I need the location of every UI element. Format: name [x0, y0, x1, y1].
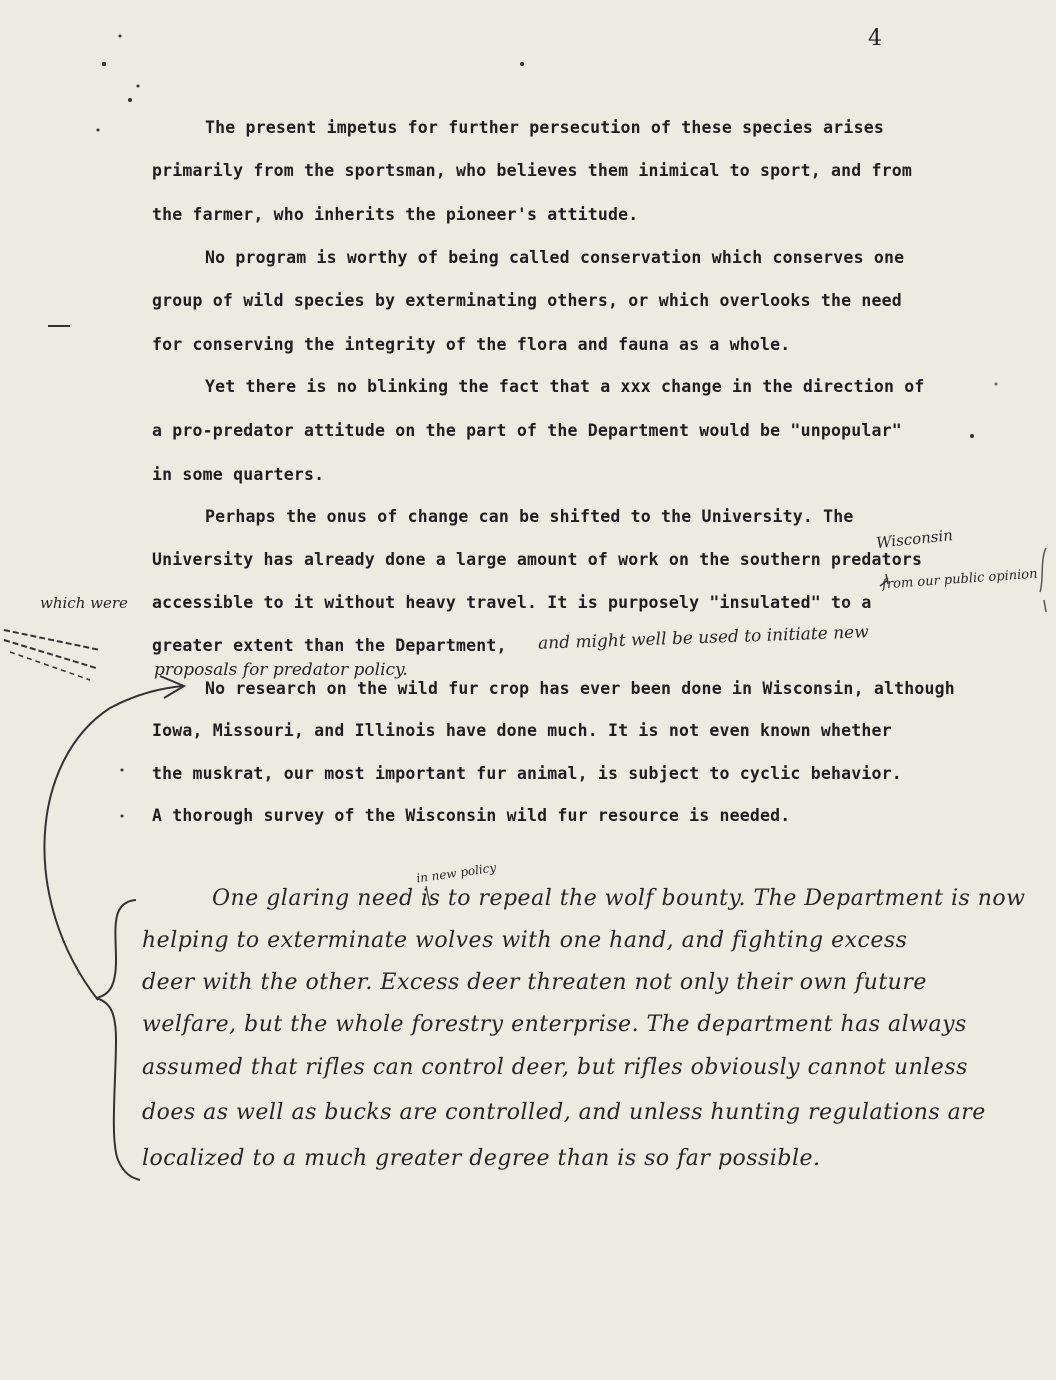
speck	[119, 35, 122, 38]
typed-line: Perhaps the onus of change can be shifted to the University. The	[205, 507, 854, 526]
speck	[102, 62, 106, 66]
speck	[121, 815, 124, 818]
handwritten-line: assumed that rifles can control deer, but rifles obviously cannot unless	[142, 1055, 968, 1080]
speck	[995, 383, 998, 386]
handwritten-insert-wisconsin: Wisconsin	[875, 526, 954, 552]
page-number: 4	[868, 26, 882, 51]
typed-line: No program is worthy of being called conservation which conserves one	[205, 248, 905, 267]
typed-line: University has already done a large amount of work on the southern predators	[152, 550, 923, 569]
handwritten-continuation-1: and might well be used to initiate new	[537, 622, 870, 654]
caret-mark	[880, 574, 888, 586]
handwritten-line: One glaring need is to repeal the wolf bounty. The Department is now	[212, 886, 1026, 911]
speck	[121, 769, 124, 772]
handwritten-continuation-2: proposals for predator policy.	[154, 660, 408, 680]
typed-line: the farmer, who inherits the pioneer's attitude.	[152, 205, 639, 224]
speck	[128, 98, 132, 102]
caret-mark	[426, 886, 430, 906]
speck	[970, 434, 974, 438]
handwritten-line: localized to a much greater degree than is so far possible.	[142, 1146, 821, 1171]
typed-line: accessible to it without heavy travel. It is purposely "insulated" to a	[152, 593, 872, 612]
handwritten-line: helping to exterminate wolves with one hand, and fighting excess	[142, 928, 908, 953]
handwritten-margin-note: which were	[40, 594, 128, 612]
speck	[97, 129, 100, 132]
margin-mark	[1044, 600, 1046, 612]
handwritten-line: deer with the other. Excess deer threaten not only their own future	[142, 970, 927, 995]
margin-dash-mark	[4, 630, 100, 650]
speck	[520, 62, 524, 66]
typed-line: Iowa, Missouri, and Illinois have done much. It is not even known whether	[152, 721, 892, 740]
typed-line: No research on the wild fur crop has ever been done in Wisconsin, although	[205, 679, 955, 698]
arrow-curve	[44, 686, 182, 1000]
typed-line: primarily from the sportsman, who believes them inimical to sport, and from	[152, 161, 913, 180]
typed-line: the muskrat, our most important fur animal, is subject to cyclic behavior.	[152, 764, 902, 783]
typed-line: a pro-predator attitude on the part of the Department would be "unpopular"	[152, 421, 902, 440]
handwritten-insert-public-opinion: from our public opinion	[881, 566, 1038, 593]
typed-line: greater extent than the Department,	[152, 636, 507, 655]
typed-line: A thorough survey of the Wisconsin wild fur resource is needed.	[152, 806, 791, 825]
typed-line: in some quarters.	[152, 465, 325, 484]
margin-mark	[1040, 548, 1046, 592]
speck	[137, 85, 140, 88]
typed-line: group of wild species by exterminating others, or which overlooks the need	[152, 291, 902, 310]
typed-line: Yet there is no blinking the fact that a xxx change in the direction of	[205, 377, 925, 396]
handwritten-insert-new-policy: in new policy	[415, 860, 497, 886]
typed-line: The present impetus for further persecution of these species arises	[205, 118, 884, 137]
margin-dash-mark	[4, 640, 96, 668]
handwritten-line: does as well as bucks are controlled, and unless hunting regulations are	[142, 1100, 986, 1125]
brace-mark	[96, 900, 140, 1180]
typed-line: for conserving the integrity of the flora and fauna as a whole.	[152, 335, 791, 354]
margin-dash-mark	[10, 652, 90, 680]
handwritten-line: welfare, but the whole forestry enterprise. The department has always	[142, 1012, 967, 1037]
